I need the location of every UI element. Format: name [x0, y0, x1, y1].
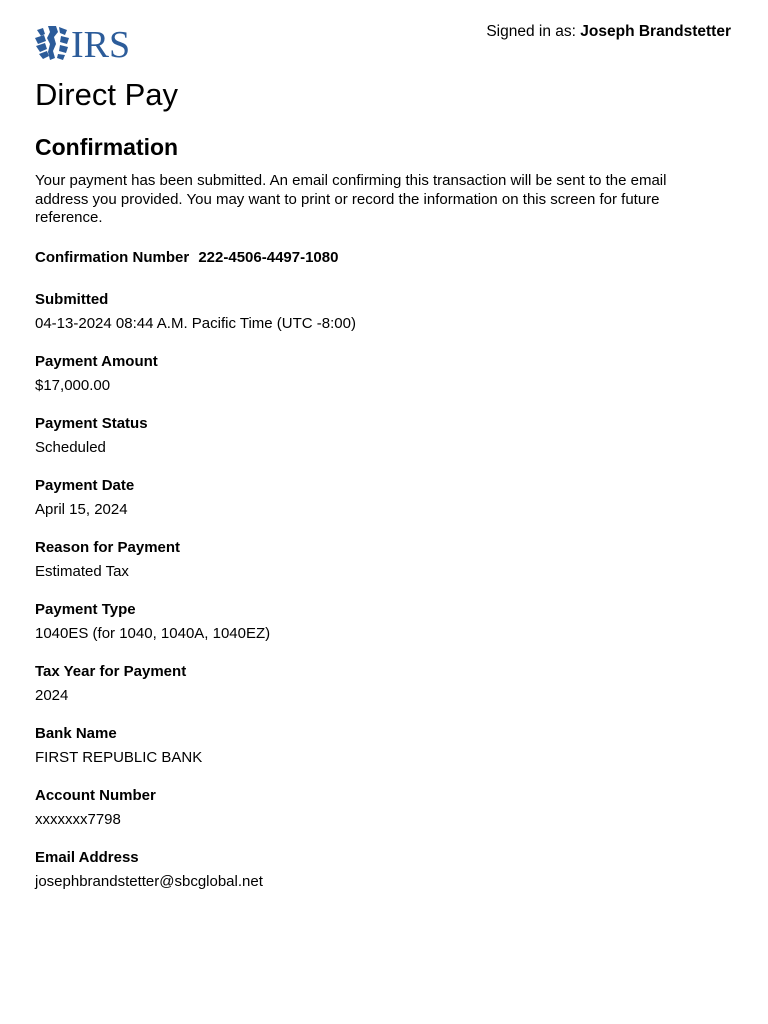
- field-label: Payment Status: [35, 415, 148, 432]
- app-title: Direct Pay: [35, 77, 178, 112]
- field-value: 1040ES (for 1040, 1040A, 1040EZ): [35, 625, 271, 642]
- signed-in-label: Signed in as:: [486, 23, 576, 40]
- field-value: April 15, 2024: [35, 501, 128, 518]
- signed-in-info: [486, 22, 731, 42]
- confirmation-page: [35, 0, 735, 890]
- field-account-number: [35, 786, 735, 848]
- field-label: Payment Type: [35, 601, 136, 618]
- field-value: 04-13-2024 08:44 A.M. Pacific Time (UTC -8:00): [35, 315, 356, 332]
- field-payment-status: [35, 414, 735, 476]
- field-tax-year: [35, 662, 735, 724]
- field-value: Scheduled: [35, 439, 106, 456]
- payment-details: [35, 290, 735, 910]
- field-value: 2024: [35, 687, 69, 704]
- field-email-address: [35, 848, 735, 910]
- field-label: Bank Name: [35, 725, 117, 742]
- page-header: [35, 0, 735, 68]
- field-payment-date: [35, 476, 735, 538]
- field-value: xxxxxxx7798: [35, 811, 121, 828]
- field-payment-amount: [35, 352, 735, 414]
- section-title: Confirmation: [35, 134, 179, 160]
- field-label: Submitted: [35, 291, 109, 308]
- confirmation-number-row: [35, 248, 338, 268]
- field-label: Reason for Payment: [35, 539, 181, 556]
- field-label: Payment Amount: [35, 353, 158, 370]
- field-submitted: [35, 290, 735, 352]
- irs-logo[interactable]: [35, 24, 135, 62]
- confirmation-number-label: Confirmation Number: [35, 249, 190, 266]
- field-bank-name: [35, 724, 735, 786]
- field-label: Email Address: [35, 849, 139, 866]
- irs-logo-text: IRS: [71, 24, 131, 62]
- field-value: $17,000.00: [35, 377, 111, 394]
- confirmation-number: 222-4506-4497-1080: [198, 249, 339, 266]
- field-reason-for-payment: [35, 538, 735, 600]
- field-value: Estimated Tax: [35, 563, 129, 580]
- field-value: FIRST REPUBLIC BANK: [35, 749, 203, 766]
- field-label: Payment Date: [35, 477, 135, 494]
- confirmation-message: Your payment has been submitted. An email confirming this transaction will be sent to the email address you provided. You may want to print or record the information on this screen for future reference.: [35, 172, 667, 226]
- field-label: Account Number: [35, 787, 156, 804]
- field-payment-type: [35, 600, 735, 662]
- field-value: josephbrandstetter@sbcglobal.net: [35, 873, 263, 890]
- field-label: Tax Year for Payment: [35, 663, 187, 680]
- user-name: Joseph Brandstetter: [580, 23, 731, 40]
